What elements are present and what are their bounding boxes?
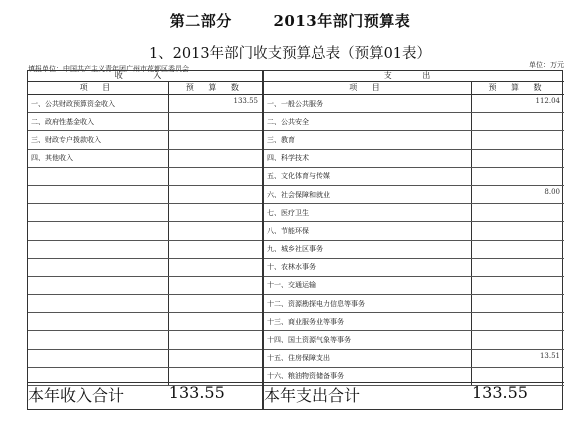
- expense-item-label: 十三、商业服务业等事务: [264, 313, 472, 330]
- income-item-label: [28, 204, 169, 221]
- table-subtitle: 1、2013年部门收支预算总表（预算01表）: [148, 46, 432, 62]
- income-item-label: [28, 259, 169, 276]
- expense-item-label: 七、医疗卫生: [264, 204, 472, 221]
- income-row: [28, 131, 262, 149]
- expense-item-amount: [472, 277, 564, 294]
- income-col-item: 项 目: [28, 82, 169, 94]
- expense-total-row: [264, 382, 564, 409]
- expense-item-label: 一、一般公共服务: [264, 95, 472, 112]
- expense-item-amount: 13.51: [539, 351, 560, 360]
- expense-item-amount: [472, 295, 564, 312]
- expense-item-amount: [472, 113, 564, 130]
- unit-label: 单位：万元: [529, 61, 564, 69]
- income-total-amount: 133.55: [168, 383, 225, 402]
- expense-item-label: 二、公共安全: [264, 113, 472, 130]
- expense-item-amount: [472, 313, 564, 330]
- expense-item-label: 十四、国土资源气象等事务: [264, 331, 472, 348]
- expense-row: [264, 222, 564, 240]
- income-row: [28, 150, 262, 168]
- income-column-headers: [28, 82, 262, 95]
- income-rows: [28, 95, 262, 386]
- income-row: [28, 186, 262, 204]
- income-item-amount: [169, 313, 262, 330]
- income-item-amount: [169, 241, 262, 258]
- income-item-amount: [169, 350, 262, 367]
- expense-row: [264, 95, 564, 113]
- expense-row: [264, 241, 564, 259]
- expense-item-label: 十五、住房保障支出: [264, 350, 472, 367]
- expense-row: [264, 186, 564, 204]
- expense-col-item: 项 目: [264, 82, 472, 94]
- expense-item-amount: [472, 150, 564, 167]
- part-heading: 2013年部门预算表: [273, 12, 411, 30]
- expense-item-label: 五、文化体育与传媒: [264, 168, 472, 185]
- income-item-amount: [169, 259, 262, 276]
- income-total-label: 本年收入合计: [28, 386, 125, 405]
- income-item-label: [28, 313, 169, 330]
- expense-item-label: 十一、交通运输: [264, 277, 472, 294]
- expense-item-amount: [472, 168, 564, 185]
- income-item-amount: [169, 131, 262, 148]
- income-section: [28, 71, 264, 409]
- expense-item-label: 十、农林水事务: [264, 259, 472, 276]
- income-item-amount: [169, 277, 262, 294]
- budget-table: [27, 70, 563, 410]
- expense-item-amount: [472, 131, 564, 148]
- income-item-label: 三、财政专户拨款收入: [28, 131, 169, 148]
- expense-row: [264, 204, 564, 222]
- expense-row: [264, 331, 564, 349]
- income-row: [28, 350, 262, 368]
- income-item-label: [28, 277, 169, 294]
- expense-rows: [264, 95, 564, 386]
- expense-item-label: 三、教育: [264, 131, 472, 148]
- income-row: [28, 168, 262, 186]
- expense-column-headers: [264, 82, 564, 95]
- expense-item-amount: [472, 204, 564, 221]
- income-row: [28, 277, 262, 295]
- income-item-amount: 133.55: [233, 97, 258, 105]
- expense-col-amount: 预 算 数: [488, 83, 548, 92]
- income-item-amount: [169, 204, 262, 221]
- expense-item-label: 八、节能环保: [264, 222, 472, 239]
- income-row: [28, 259, 262, 277]
- expense-row: [264, 313, 564, 331]
- income-item-amount: [169, 331, 262, 348]
- part-title: [0, 10, 580, 31]
- expense-row: [264, 150, 564, 168]
- expense-total-amount: 133.55: [472, 383, 528, 402]
- income-item-label: 四、其他收入: [28, 150, 169, 167]
- income-row: [28, 295, 262, 313]
- expense-item-label: 四、科学技术: [264, 150, 472, 167]
- income-row: [28, 113, 262, 131]
- income-item-amount: [169, 113, 262, 130]
- expense-row: [264, 131, 564, 149]
- expense-row: [264, 350, 564, 368]
- income-col-amount: 预 算 数: [185, 83, 245, 92]
- income-item-label: [28, 241, 169, 258]
- expense-item-label: 十六、粮油物资储备事务: [264, 368, 472, 385]
- income-row: [28, 241, 262, 259]
- income-item-label: 一、公共财政预算资金收入: [28, 95, 169, 112]
- income-item-label: [28, 222, 169, 239]
- reporting-unit: 填报单位：中国共产主义青年团广州市花都区委员会: [28, 65, 189, 73]
- income-item-amount: [169, 150, 262, 167]
- income-item-label: [28, 350, 169, 367]
- income-row: [28, 222, 262, 240]
- expense-row: [264, 259, 564, 277]
- income-item-label: [28, 331, 169, 348]
- income-row: [28, 331, 262, 349]
- income-item-amount: [169, 186, 262, 203]
- income-item-label: [28, 295, 169, 312]
- expense-row: [264, 295, 564, 313]
- expense-item-label: 九、城乡社区事务: [264, 241, 472, 258]
- expense-item-label: 十二、资源勘探电力信息等事务: [264, 295, 472, 312]
- expense-row: [264, 168, 564, 186]
- part-label: 第二部分: [169, 12, 232, 30]
- expense-item-amount: [472, 259, 564, 276]
- income-row: [28, 204, 262, 222]
- expense-item-amount: [472, 222, 564, 239]
- expense-row: [264, 113, 564, 131]
- expense-item-amount: 8.00: [544, 187, 560, 196]
- income-total-row: [28, 382, 262, 409]
- expense-item-amount: 112.04: [535, 97, 560, 105]
- income-item-label: 二、政府性基金收入: [28, 113, 169, 130]
- expense-item-amount: [472, 331, 564, 348]
- expense-total-label: 本年支出合计: [264, 386, 361, 405]
- income-item-amount: [169, 222, 262, 239]
- income-item-amount: [169, 295, 262, 312]
- income-row: [28, 95, 262, 113]
- income-row: [28, 313, 262, 331]
- expense-row: [264, 277, 564, 295]
- income-item-label: [28, 186, 169, 203]
- income-item-amount: [169, 168, 262, 185]
- expense-item-amount: [472, 241, 564, 258]
- expense-header: 支 出: [264, 71, 564, 82]
- expense-section: [264, 71, 564, 409]
- income-item-label: [28, 168, 169, 185]
- expense-item-label: 六、社会保障和就业: [264, 186, 472, 203]
- income-header: 收 入: [28, 71, 262, 82]
